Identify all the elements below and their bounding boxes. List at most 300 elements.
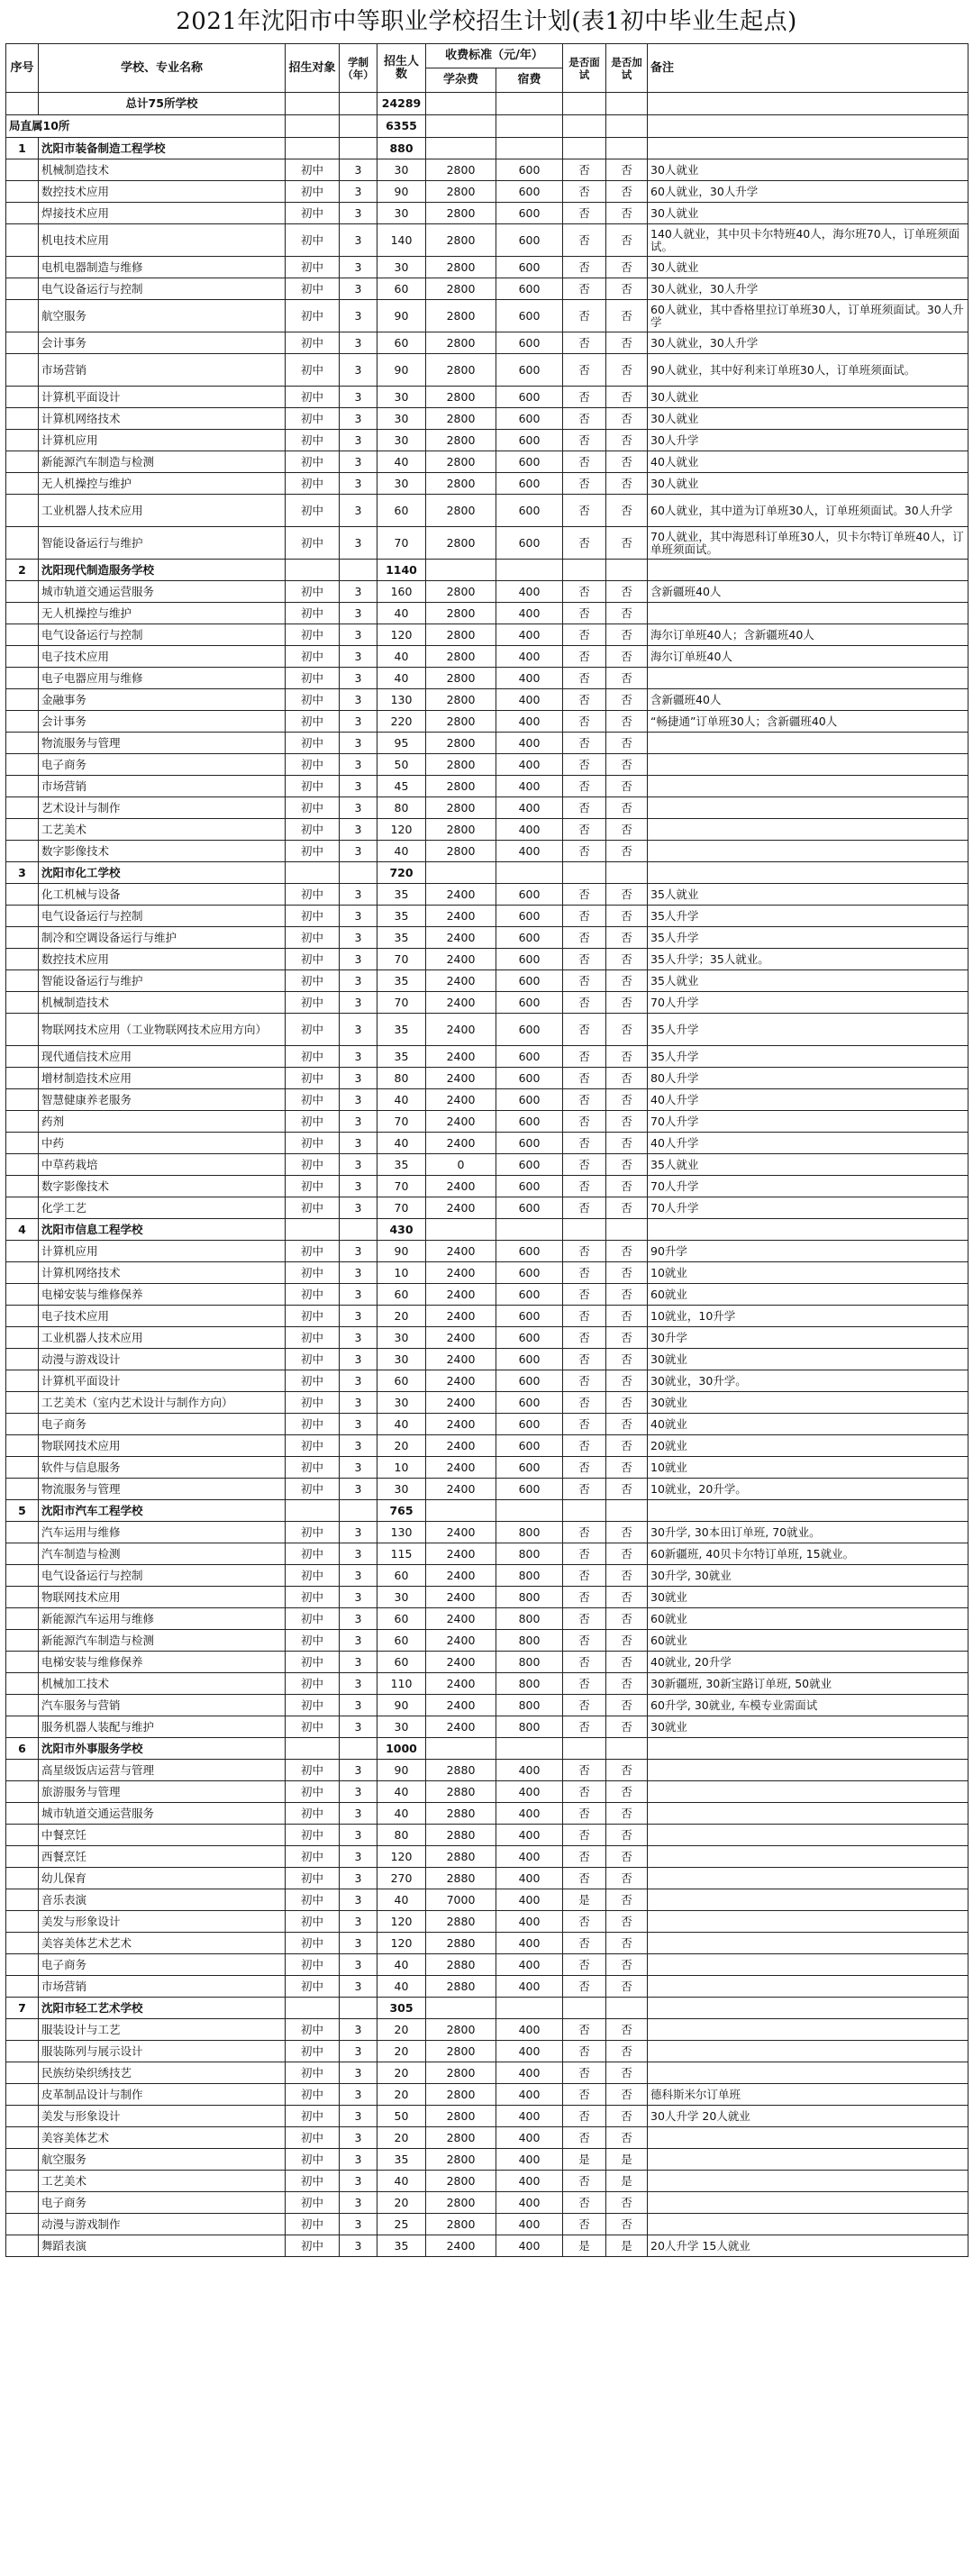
years-cell: 3 [340, 2019, 377, 2041]
years-cell: 3 [340, 1933, 377, 1954]
empty-cell [340, 1738, 377, 1760]
note-cell [648, 1803, 968, 1825]
target-cell: 初中 [286, 603, 340, 624]
major-name: 电梯安装与维修保养 [39, 1652, 286, 1673]
years-cell: 3 [340, 1284, 377, 1306]
interview-cell: 否 [563, 278, 606, 300]
note-cell [648, 2127, 968, 2149]
years-cell: 3 [340, 1457, 377, 1479]
major-name: 物联网技术应用（工业物联网技术应用方向） [39, 1014, 286, 1046]
audition-cell: 否 [606, 430, 648, 451]
target-cell: 初中 [286, 581, 340, 603]
dorm-cell: 600 [496, 257, 563, 278]
major-name: 市场营销 [39, 776, 286, 797]
empty-cell [648, 1998, 968, 2019]
seq-cell [6, 1976, 39, 1998]
target-cell: 初中 [286, 1176, 340, 1197]
major-name: 计算机应用 [39, 1241, 286, 1262]
count-cell: 120 [377, 1846, 426, 1868]
dorm-cell: 400 [496, 2041, 563, 2062]
note-cell: 70人就业，其中海恩科订单班30人，贝卡尔特订单班40人，订单班须面试。 [648, 527, 968, 560]
empty-cell [340, 1998, 377, 2019]
tuition-cell: 2800 [426, 776, 496, 797]
major-name: 数控技术应用 [39, 949, 286, 970]
dorm-cell: 600 [496, 159, 563, 181]
dorm-cell: 600 [496, 1392, 563, 1414]
major-name: 工业机器人技术应用 [39, 1327, 286, 1349]
count-cell: 35 [377, 2149, 426, 2171]
count-cell: 90 [377, 1760, 426, 1781]
school-row [6, 138, 968, 159]
empty-cell [648, 138, 968, 159]
years-cell: 3 [340, 473, 377, 495]
audition-cell: 否 [606, 1673, 648, 1695]
header-count: 招生人数 [377, 44, 426, 93]
note-cell [648, 1976, 968, 1998]
empty-cell [563, 862, 606, 884]
empty-cell [563, 138, 606, 159]
target-cell: 初中 [286, 819, 340, 841]
target-cell: 初中 [286, 1241, 340, 1262]
empty-cell [426, 1998, 496, 2019]
seq-cell [6, 1889, 39, 1911]
tuition-cell: 2400 [426, 1327, 496, 1349]
target-cell: 初中 [286, 1197, 340, 1219]
seq-cell [6, 1133, 39, 1154]
years-cell: 3 [340, 354, 377, 387]
count-cell: 40 [377, 1414, 426, 1435]
target-cell: 初中 [286, 1435, 340, 1457]
seq-cell [6, 1781, 39, 1803]
seq-cell [6, 1414, 39, 1435]
count-cell: 35 [377, 1014, 426, 1046]
major-row [6, 1825, 968, 1846]
seq-cell [6, 1197, 39, 1219]
target-cell: 初中 [286, 300, 340, 332]
audition-cell: 否 [606, 689, 648, 711]
interview-cell: 否 [563, 1068, 606, 1089]
bureau-row [6, 115, 968, 138]
count-cell: 35 [377, 884, 426, 906]
interview-cell: 否 [563, 1046, 606, 1068]
note-cell [648, 733, 968, 754]
audition-cell: 否 [606, 1608, 648, 1630]
empty-cell [648, 1738, 968, 1760]
target-cell: 初中 [286, 408, 340, 430]
major-row [6, 1673, 968, 1695]
target-cell: 初中 [286, 754, 340, 776]
dorm-cell: 800 [496, 1652, 563, 1673]
tuition-cell: 2800 [426, 2149, 496, 2171]
dorm-cell: 600 [496, 1154, 563, 1176]
major-name: 计算机应用 [39, 430, 286, 451]
seq-cell [6, 1089, 39, 1111]
dorm-cell: 600 [496, 1241, 563, 1262]
interview-cell: 否 [563, 1392, 606, 1414]
tuition-cell: 2880 [426, 1760, 496, 1781]
seq-cell [6, 1803, 39, 1825]
audition-cell: 否 [606, 224, 648, 257]
note-cell: 20人升学 15人就业 [648, 2235, 968, 2257]
major-row [6, 451, 968, 473]
tuition-cell: 2400 [426, 1284, 496, 1306]
years-cell: 3 [340, 1414, 377, 1435]
years-cell: 3 [340, 1695, 377, 1716]
count-cell: 30 [377, 1479, 426, 1500]
years-cell: 3 [340, 949, 377, 970]
target-cell: 初中 [286, 1868, 340, 1889]
audition-cell: 否 [606, 906, 648, 927]
note-cell: 70人升学 [648, 1197, 968, 1219]
interview-cell: 否 [563, 1089, 606, 1111]
empty-cell [286, 560, 340, 581]
interview-cell: 否 [563, 527, 606, 560]
seq-cell [6, 646, 39, 668]
header-target: 招生对象 [286, 44, 340, 93]
dorm-cell: 600 [496, 278, 563, 300]
tuition-cell: 2400 [426, 1068, 496, 1089]
target-cell: 初中 [286, 1825, 340, 1846]
note-cell: 30人升学 [648, 430, 968, 451]
target-cell: 初中 [286, 1014, 340, 1046]
target-cell: 初中 [286, 1889, 340, 1911]
audition-cell: 否 [606, 1630, 648, 1652]
tuition-cell: 2800 [426, 797, 496, 819]
note-cell: 60新疆班, 40贝卡尔特订单班, 15就业。 [648, 1543, 968, 1565]
interview-cell: 否 [563, 689, 606, 711]
seq-cell [6, 1565, 39, 1587]
audition-cell: 否 [606, 408, 648, 430]
years-cell: 3 [340, 1846, 377, 1868]
interview-cell: 否 [563, 776, 606, 797]
target-cell: 初中 [286, 1370, 340, 1392]
seq-cell [6, 2062, 39, 2084]
major-name: 机械加工技术 [39, 1673, 286, 1695]
major-name: 航空服务 [39, 300, 286, 332]
major-row [6, 906, 968, 927]
audition-cell: 否 [606, 1414, 648, 1435]
dorm-cell: 400 [496, 2235, 563, 2257]
count-cell: 60 [377, 1630, 426, 1652]
tuition-cell: 2400 [426, 1089, 496, 1111]
major-row [6, 1046, 968, 1068]
empty-cell [606, 862, 648, 884]
note-cell: 含新疆班40人 [648, 689, 968, 711]
count-cell: 40 [377, 1781, 426, 1803]
interview-cell: 否 [563, 1522, 606, 1543]
seq-cell [6, 278, 39, 300]
years-cell: 3 [340, 1241, 377, 1262]
tuition-cell: 2800 [426, 2041, 496, 2062]
years-cell: 3 [340, 203, 377, 224]
count-cell: 30 [377, 430, 426, 451]
dorm-cell: 400 [496, 1781, 563, 1803]
tuition-cell: 2400 [426, 2235, 496, 2257]
count-cell: 35 [377, 2235, 426, 2257]
tuition-cell: 2400 [426, 970, 496, 992]
major-name: 电子商务 [39, 754, 286, 776]
major-row [6, 1068, 968, 1089]
count-cell: 40 [377, 841, 426, 862]
major-row [6, 332, 968, 354]
target-cell: 初中 [286, 1565, 340, 1587]
interview-cell: 否 [563, 1457, 606, 1479]
count-cell: 30 [377, 1392, 426, 1414]
years-cell: 3 [340, 1630, 377, 1652]
note-cell: 60就业 [648, 1284, 968, 1306]
note-cell: 35人就业 [648, 970, 968, 992]
target-cell: 初中 [286, 927, 340, 949]
header-note: 备注 [648, 44, 968, 93]
target-cell: 初中 [286, 2106, 340, 2127]
tuition-cell: 2400 [426, 1435, 496, 1457]
major-row [6, 1608, 968, 1630]
tuition-cell: 2800 [426, 181, 496, 203]
audition-cell: 否 [606, 1954, 648, 1976]
tuition-cell: 2400 [426, 884, 496, 906]
audition-cell: 否 [606, 2127, 648, 2149]
seq-cell [6, 1673, 39, 1695]
count-cell: 140 [377, 224, 426, 257]
interview-cell: 否 [563, 1587, 606, 1608]
seq-cell [6, 1370, 39, 1392]
target-cell: 初中 [286, 1911, 340, 1933]
years-cell: 3 [340, 2041, 377, 2062]
note-cell: 40人就业 [648, 451, 968, 473]
dorm-cell: 400 [496, 1846, 563, 1868]
years-cell: 3 [340, 2192, 377, 2214]
major-name: 动漫与游戏制作 [39, 2214, 286, 2235]
audition-cell: 否 [606, 332, 648, 354]
dorm-cell: 400 [496, 2127, 563, 2149]
audition-cell: 否 [606, 1716, 648, 1738]
school-count: 430 [377, 1219, 426, 1241]
interview-cell: 否 [563, 224, 606, 257]
tuition-cell: 2400 [426, 1306, 496, 1327]
tuition-cell: 2800 [426, 408, 496, 430]
target-cell: 初中 [286, 1543, 340, 1565]
note-cell: 90人就业，其中好利来订单班30人，订单班须面试。 [648, 354, 968, 387]
major-name: 药剂 [39, 1111, 286, 1133]
count-cell: 40 [377, 603, 426, 624]
major-row [6, 1414, 968, 1435]
audition-cell: 否 [606, 646, 648, 668]
major-name: 电子商务 [39, 1414, 286, 1435]
school-count: 305 [377, 1998, 426, 2019]
major-row [6, 354, 968, 387]
major-name: 电子技术应用 [39, 646, 286, 668]
empty-cell [340, 560, 377, 581]
audition-cell: 否 [606, 1522, 648, 1543]
years-cell: 3 [340, 1587, 377, 1608]
dorm-cell: 600 [496, 1046, 563, 1068]
count-cell: 90 [377, 300, 426, 332]
note-cell: 35人升学 [648, 1014, 968, 1046]
years-cell: 3 [340, 1089, 377, 1111]
note-cell: 30人就业，30人升学 [648, 278, 968, 300]
note-cell [648, 1868, 968, 1889]
note-cell [648, 776, 968, 797]
count-cell: 35 [377, 1154, 426, 1176]
years-cell: 3 [340, 646, 377, 668]
years-cell: 3 [340, 927, 377, 949]
interview-cell: 否 [563, 646, 606, 668]
audition-cell: 否 [606, 495, 648, 527]
major-name: 智能设备运行与维护 [39, 970, 286, 992]
audition-cell: 否 [606, 1803, 648, 1825]
interview-cell: 否 [563, 1608, 606, 1630]
audition-cell: 否 [606, 451, 648, 473]
major-row [6, 2084, 968, 2106]
school-name: 沈阳市汽车工程学校 [39, 1500, 286, 1522]
target-cell: 初中 [286, 841, 340, 862]
empty-cell [563, 1998, 606, 2019]
dorm-cell: 800 [496, 1673, 563, 1695]
seq-cell [6, 451, 39, 473]
major-row [6, 949, 968, 970]
note-cell [648, 797, 968, 819]
target-cell: 初中 [286, 1306, 340, 1327]
interview-cell: 否 [563, 884, 606, 906]
count-cell: 20 [377, 2019, 426, 2041]
target-cell: 初中 [286, 1349, 340, 1370]
count-cell: 70 [377, 527, 426, 560]
audition-cell: 否 [606, 1014, 648, 1046]
count-cell: 90 [377, 1241, 426, 1262]
empty-cell [563, 560, 606, 581]
seq-cell [6, 754, 39, 776]
audition-cell: 否 [606, 1111, 648, 1133]
school-seq: 7 [6, 1998, 39, 2019]
interview-cell: 否 [563, 387, 606, 408]
interview-cell: 否 [563, 733, 606, 754]
tuition-cell: 2400 [426, 1587, 496, 1608]
interview-cell: 否 [563, 300, 606, 332]
interview-cell: 否 [563, 1695, 606, 1716]
target-cell: 初中 [286, 1608, 340, 1630]
seq-cell [6, 1911, 39, 1933]
seq-cell [6, 332, 39, 354]
count-cell: 30 [377, 1349, 426, 1370]
header-name: 学校、专业名称 [39, 44, 286, 93]
count-cell: 60 [377, 495, 426, 527]
target-cell: 初中 [286, 1089, 340, 1111]
major-row [6, 1133, 968, 1154]
empty-cell [426, 560, 496, 581]
note-cell: 含新疆班40人 [648, 581, 968, 603]
audition-cell: 否 [606, 1197, 648, 1219]
count-cell: 130 [377, 1522, 426, 1543]
audition-cell: 否 [606, 1392, 648, 1414]
school-seq: 5 [6, 1500, 39, 1522]
seq-cell [6, 906, 39, 927]
note-cell [648, 1760, 968, 1781]
seq-cell [6, 841, 39, 862]
count-cell: 80 [377, 797, 426, 819]
major-name: 西餐烹饪 [39, 1846, 286, 1868]
major-row [6, 257, 968, 278]
note-cell: 35人升学 [648, 906, 968, 927]
count-cell: 60 [377, 1370, 426, 1392]
target-cell: 初中 [286, 1716, 340, 1738]
note-cell: 30人就业，30人升学 [648, 332, 968, 354]
target-cell: 初中 [286, 354, 340, 387]
empty-cell [496, 1738, 563, 1760]
dorm-cell: 600 [496, 970, 563, 992]
dorm-cell: 600 [496, 300, 563, 332]
years-cell: 3 [340, 2149, 377, 2171]
school-name: 沈阳市信息工程学校 [39, 1219, 286, 1241]
tuition-cell: 2800 [426, 2214, 496, 2235]
audition-cell: 否 [606, 1846, 648, 1868]
seq-cell [6, 1068, 39, 1089]
count-cell: 40 [377, 646, 426, 668]
dorm-cell: 400 [496, 1760, 563, 1781]
major-row [6, 2192, 968, 2214]
tuition-cell: 2800 [426, 733, 496, 754]
empty-cell [606, 1219, 648, 1241]
years-cell: 3 [340, 1046, 377, 1068]
seq-cell [6, 884, 39, 906]
major-row [6, 927, 968, 949]
interview-cell: 否 [563, 668, 606, 689]
tuition-cell: 2800 [426, 711, 496, 733]
major-row [6, 203, 968, 224]
note-cell: 90升学 [648, 1241, 968, 1262]
tuition-cell: 2800 [426, 2062, 496, 2084]
years-cell: 3 [340, 159, 377, 181]
count-cell: 30 [377, 1327, 426, 1349]
major-row [6, 2149, 968, 2171]
seq-cell [6, 300, 39, 332]
school-seq: 4 [6, 1219, 39, 1241]
note-cell: 10就业 [648, 1457, 968, 1479]
tuition-cell: 2400 [426, 1176, 496, 1197]
major-row [6, 473, 968, 495]
seq-cell [6, 1825, 39, 1846]
school-row [6, 1219, 968, 1241]
count-cell: 120 [377, 1933, 426, 1954]
target-cell: 初中 [286, 2084, 340, 2106]
dorm-cell: 600 [496, 1197, 563, 1219]
enrollment-table [5, 43, 968, 2257]
note-cell [648, 754, 968, 776]
tuition-cell: 7000 [426, 1889, 496, 1911]
count-cell: 40 [377, 451, 426, 473]
target-cell: 初中 [286, 2171, 340, 2192]
major-name: 物联网技术应用 [39, 1435, 286, 1457]
dorm-cell: 400 [496, 603, 563, 624]
major-name: 工艺美术 [39, 2171, 286, 2192]
school-seq: 6 [6, 1738, 39, 1760]
seq-cell [6, 2019, 39, 2041]
tuition-cell: 2400 [426, 1652, 496, 1673]
audition-cell: 否 [606, 1262, 648, 1284]
major-row [6, 1522, 968, 1543]
empty-cell [606, 1500, 648, 1522]
interview-cell: 否 [563, 495, 606, 527]
major-row [6, 1630, 968, 1652]
note-cell [648, 819, 968, 841]
note-cell: 30人就业 [648, 408, 968, 430]
seq-cell [6, 1284, 39, 1306]
count-cell: 20 [377, 2041, 426, 2062]
interview-cell: 否 [563, 1479, 606, 1500]
major-row [6, 278, 968, 300]
tuition-cell: 2880 [426, 1954, 496, 1976]
interview-cell: 否 [563, 1976, 606, 1998]
major-name: 计算机网络技术 [39, 1262, 286, 1284]
